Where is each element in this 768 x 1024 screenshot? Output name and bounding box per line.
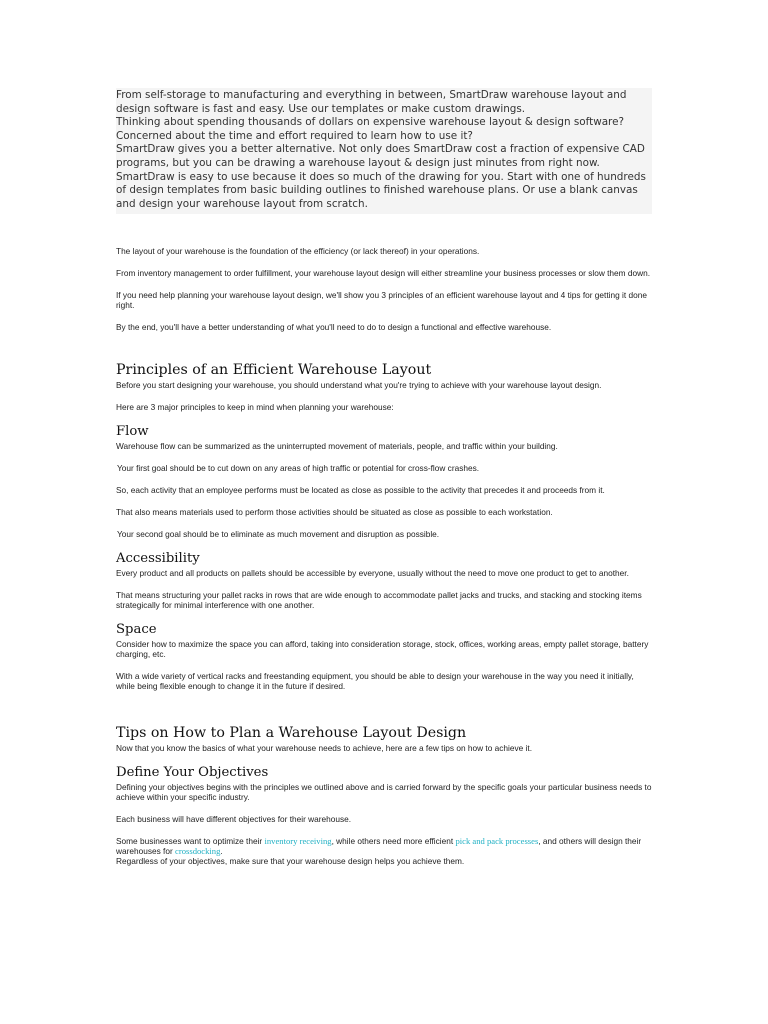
intro-paragraph: SmartDraw is easy to use because it does so much of the drawing for you. Start with one of hundreds of design templates from basic building outlines to finished warehouse plans. Or use a blank canvas and design your warehouse layout from scratch. bbox=[116, 170, 646, 210]
space-paragraph: Consider how to maximize the space you can afford, taking into consideration storage, stock, offices, working areas, empty pallet storage, battery charging, etc. bbox=[116, 639, 649, 660]
space-heading: Space bbox=[116, 622, 157, 638]
objectives-text: . bbox=[220, 846, 223, 857]
flow-paragraph: So, each activity that an employee performs must be located as close as possible to the activity that precedes it and proceeds from it. bbox=[116, 485, 605, 496]
opening-paragraph: The layout of your warehouse is the foundation of the efficiency (or lack thereof) in your operations. bbox=[116, 246, 480, 257]
objectives-text: , and others will design their warehouses for bbox=[116, 836, 642, 857]
objectives-text: , while others need more efficient bbox=[331, 836, 456, 847]
principles-paragraph: Before you start designing your warehouse, you should understand what you're trying to achieve with your warehouse layout design. bbox=[116, 380, 602, 391]
flow-paragraph: Your second goal should be to eliminate as much movement and disruption as possible. bbox=[117, 529, 440, 540]
tips-heading: Tips on How to Plan a Warehouse Layout Design bbox=[116, 725, 467, 742]
objectives-paragraph: Each business will have different objectives for their warehouse. bbox=[116, 814, 352, 825]
opening-paragraph: From inventory management to order fulfillment, your warehouse layout design will either streamline your business processes or slow them down. bbox=[116, 268, 651, 279]
opening-paragraph: If you need help planning your warehouse layout design, we'll show you 3 principles of an efficient warehouse layout and 4 tips for getting it done right. bbox=[116, 290, 647, 311]
objectives-paragraph-links bbox=[116, 836, 652, 856]
flow-paragraph: Your first goal should be to cut down on any areas of high traffic or potential for cross-flow crashes. bbox=[117, 463, 480, 474]
principles-paragraph: Here are 3 major principles to keep in mind when planning your warehouse: bbox=[116, 402, 394, 413]
document-page bbox=[116, 88, 652, 878]
intro-paragraph: From self-storage to manufacturing and everything in between, SmartDraw warehouse layout and design software is fast and easy. Use our templates or make custom drawings. bbox=[116, 89, 627, 115]
accessibility-paragraph: Every product and all products on pallets should be accessible by everyone, usually without the need to move one product to get to another. bbox=[116, 568, 629, 579]
objectives-paragraph: Regardless of your objectives, make sure that your warehouse design helps you achieve them. bbox=[116, 856, 465, 867]
principles-heading: Principles of an Efficient Warehouse Layout bbox=[116, 362, 432, 379]
intro-paragraph: SmartDraw gives you a better alternative. Not only does SmartDraw cost a fraction of expensive CAD programs, but you can be drawing a warehouse layout & design just minutes from right now. bbox=[116, 143, 645, 169]
intro-box bbox=[116, 88, 652, 214]
tips-paragraph: Now that you know the basics of what your warehouse needs to achieve, here are a few tips on how to achieve it. bbox=[116, 743, 533, 754]
accessibility-heading: Accessibility bbox=[116, 551, 200, 567]
objectives-text: Some businesses want to optimize their bbox=[116, 836, 265, 847]
objectives-heading: Define Your Objectives bbox=[116, 765, 269, 781]
objectives-paragraph: Defining your objectives begins with the principles we outlined above and is carried forward by the specific goals your particular business needs to achieve within your specific industry. bbox=[116, 782, 652, 803]
flow-paragraph: That also means materials used to perform those activities should be situated as close as possible to each workstation. bbox=[116, 507, 553, 518]
space-paragraph: With a wide variety of vertical racks and freestanding equipment, you should be able to design your warehouse in the way you need it initially, while being flexible enough to change it in the future if desired. bbox=[116, 671, 634, 692]
inventory-receiving-link[interactable]: inventory receiving bbox=[264, 836, 332, 847]
crossdocking-link[interactable]: crossdocking bbox=[175, 846, 221, 857]
opening-paragraph: By the end, you'll have a better understanding of what you'll need to do to design a functional and effective warehouse. bbox=[116, 322, 552, 333]
intro-paragraph: Thinking about spending thousands of dollars on expensive warehouse layout & design software? Concerned about the time and effort required to learn how to use it? bbox=[116, 116, 625, 142]
accessibility-paragraph: That means structuring your pallet racks in rows that are wide enough to accommodate pallet jacks and trucks, and stacking and stocking items strategically for minimal interference with one another. bbox=[116, 590, 642, 611]
flow-heading: Flow bbox=[116, 424, 149, 440]
pick-and-pack-link[interactable]: pick and pack processes bbox=[455, 836, 539, 847]
flow-paragraph: Warehouse flow can be summarized as the uninterrupted movement of materials, people, and traffic within your building. bbox=[116, 441, 558, 452]
